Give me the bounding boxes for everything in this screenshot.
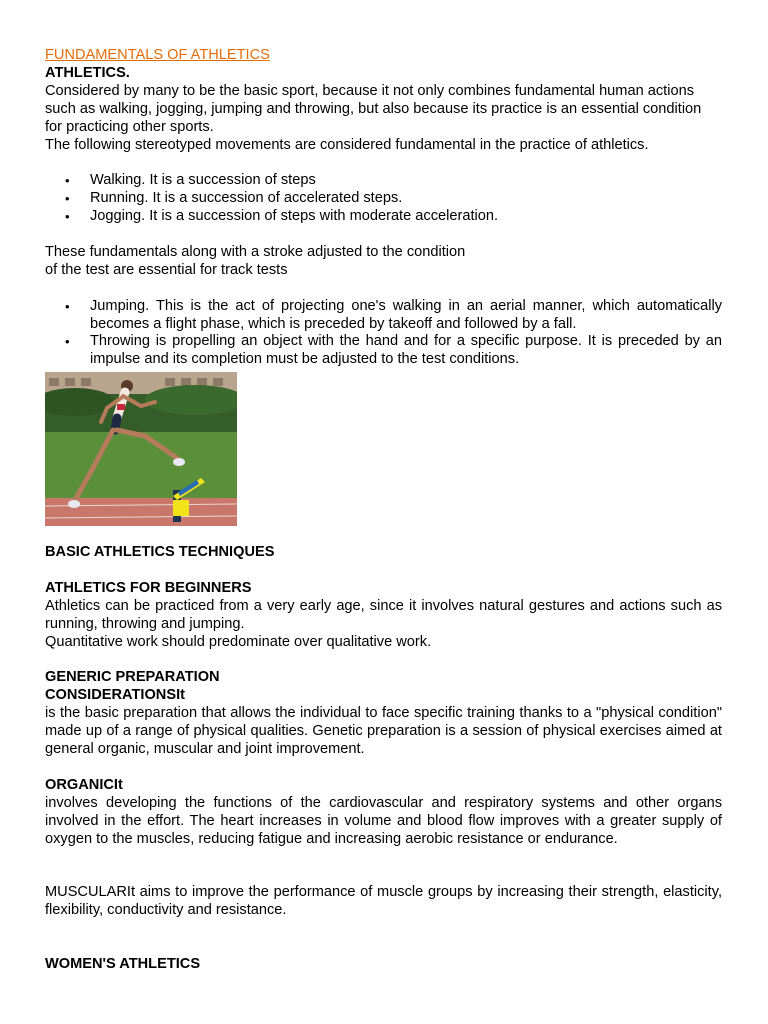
title-link[interactable]: FUNDAMENTALS OF ATHLETICS — [45, 47, 270, 63]
fundamentals-line-2: of the test are essential for track tests — [45, 261, 288, 278]
fundamentals-line-1: These fundamentals along with a stroke adjusted to the condition — [45, 243, 466, 260]
list-item — [45, 208, 722, 226]
organic-paragraph: involves developing the functions of the cardiovascular and respiratory systems and other organs involved in the effort. The heart increases in volume and blood flow improves with a greater supply of oxygen to the muscles, reducing fatigue and increasing aerobic resistance or endurance. — [45, 794, 722, 847]
list-item — [45, 172, 722, 190]
heading-beginners: ATHLETICS FOR BEGINNERS — [45, 579, 252, 596]
heading-organic: ORGANICIt — [45, 776, 123, 793]
spacer — [45, 526, 722, 544]
list-item-text: Walking. It is a succession of steps — [90, 172, 316, 189]
movement-list — [45, 172, 722, 226]
heading-generic-preparation: GENERIC PREPARATION — [45, 669, 220, 686]
heading-womens-athletics: WOMEN'S ATHLETICS — [45, 955, 201, 972]
spacer — [45, 226, 722, 244]
spacer — [45, 849, 722, 867]
spacer — [45, 280, 722, 298]
muscular-paragraph: MUSCULARIt aims to improve the performance of muscle groups by increasing their strength, elasticity, flexibility, conductivity and resistance. — [45, 884, 722, 919]
spacer — [45, 759, 722, 777]
spacer — [45, 652, 722, 670]
list-item-text: Jogging. It is a succession of steps with moderate acceleration. — [90, 208, 499, 225]
spacer — [45, 562, 722, 580]
heading-considerations: CONSIDERATIONSIt — [45, 687, 185, 704]
spacer — [45, 938, 722, 956]
spacer — [45, 866, 722, 884]
bullet-icon: • — [65, 334, 70, 350]
document-body — [45, 47, 722, 974]
beginners-paragraph: Athletics can be practiced from a very early age, since it involves natural gestures and actions such as running, throwing and jumping. — [45, 597, 722, 632]
spacer — [45, 154, 722, 172]
bullet-icon: • — [65, 209, 70, 225]
heading-athletics: ATHLETICS. — [45, 64, 130, 81]
list-item-text: Jumping. This is the act of projecting one's walking in an aerial manner, which automatically becomes a flight phase, which is preceded by takeoff and followed by a fall. — [90, 297, 722, 332]
bullet-icon: • — [65, 298, 70, 314]
list-item — [45, 190, 722, 208]
jump-throw-list — [45, 298, 722, 370]
beginners-paragraph-2: Quantitative work should predominate over qualitative work. — [45, 633, 432, 650]
list-item — [45, 298, 722, 334]
list-item — [45, 333, 722, 369]
considerations-paragraph: is the basic preparation that allows the individual to face specific training thanks to a "physical condition" made up of a range of physical qualities. Genetic preparation is a session of physical exercises aimed at general organic, muscular and joint improvement. — [45, 705, 722, 758]
list-item-text: Throwing is propelling an object with the hand and for a specific purpose. It is preceded by an impulse and its completion must be adjusted to the test conditions. — [90, 333, 722, 368]
hurdler-photo — [45, 372, 237, 526]
list-item-text: Running. It is a succession of accelerated steps. — [90, 190, 403, 207]
bullet-icon: • — [65, 173, 70, 189]
bullet-icon: • — [65, 191, 70, 207]
heading-basic-techniques: BASIC ATHLETICS TECHNIQUES — [45, 544, 275, 561]
intro-paragraph-2: The following stereotyped movements are considered fundamental in the practice of athletics. — [45, 136, 649, 153]
spacer — [45, 920, 722, 938]
intro-paragraph: Considered by many to be the basic sport, because it not only combines fundamental human actions such as walking, jogging, jumping and throwing, but also because its practice is an essential condition for practicing other sports. — [45, 82, 702, 135]
